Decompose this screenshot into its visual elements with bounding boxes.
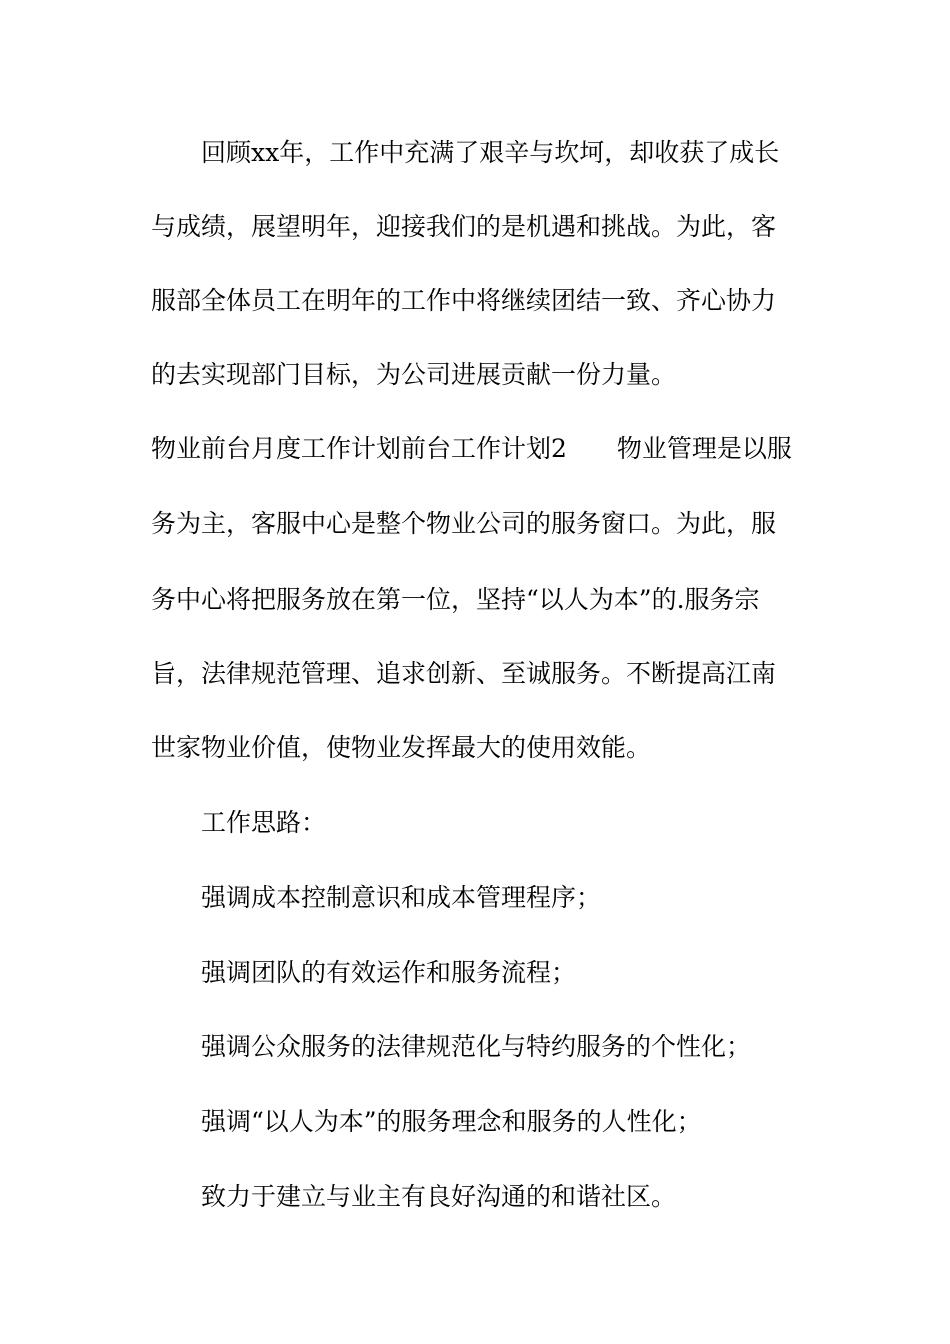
paragraph-line: 回顾xx年，工作中充满了艰辛与坎坷，却收获了成长 (201, 138, 780, 167)
list-item: 强调成本控制意识和成本管理程序； (201, 883, 602, 912)
paragraph-line: 与成绩，展望明年，迎接我们的是机遇和挑战。为此，客 (151, 212, 777, 241)
paragraph-line: 旨，法律规范管理、追求创新、至诚服务。不断提高江南 (151, 659, 777, 688)
paragraph-line: 务中心将把服务放在第一位，坚持“以人为本”的.服务宗 (151, 585, 760, 614)
paragraph-line: 的去实现部门目标，为公司进展贡献一份力量。 (151, 360, 677, 389)
paragraph-line: 务为主，客服中心是整个物业公司的服务窗口。为此，服 (151, 509, 777, 538)
paragraph-line: 服部全体员工在明年的工作中将继续团结一致、齐心协力 (151, 286, 777, 315)
section-heading-line: 物业前台月度工作计划前台工作计划2 物业管理是以服 (151, 434, 792, 463)
list-item: 强调“以人为本”的服务理念和服务的人性化； (201, 1107, 702, 1136)
paragraph-line: 世家物业价值，使物业发挥最大的使用效能。 (151, 733, 652, 762)
list-item: 强调公众服务的法律规范化与特约服务的个性化； (201, 1032, 752, 1061)
list-item: 强调团队的有效运作和服务流程； (201, 958, 577, 987)
work-ideas-heading: 工作思路： (201, 808, 327, 837)
list-item: 致力于建立与业主有良好沟通的和谐社区。 (201, 1182, 677, 1211)
